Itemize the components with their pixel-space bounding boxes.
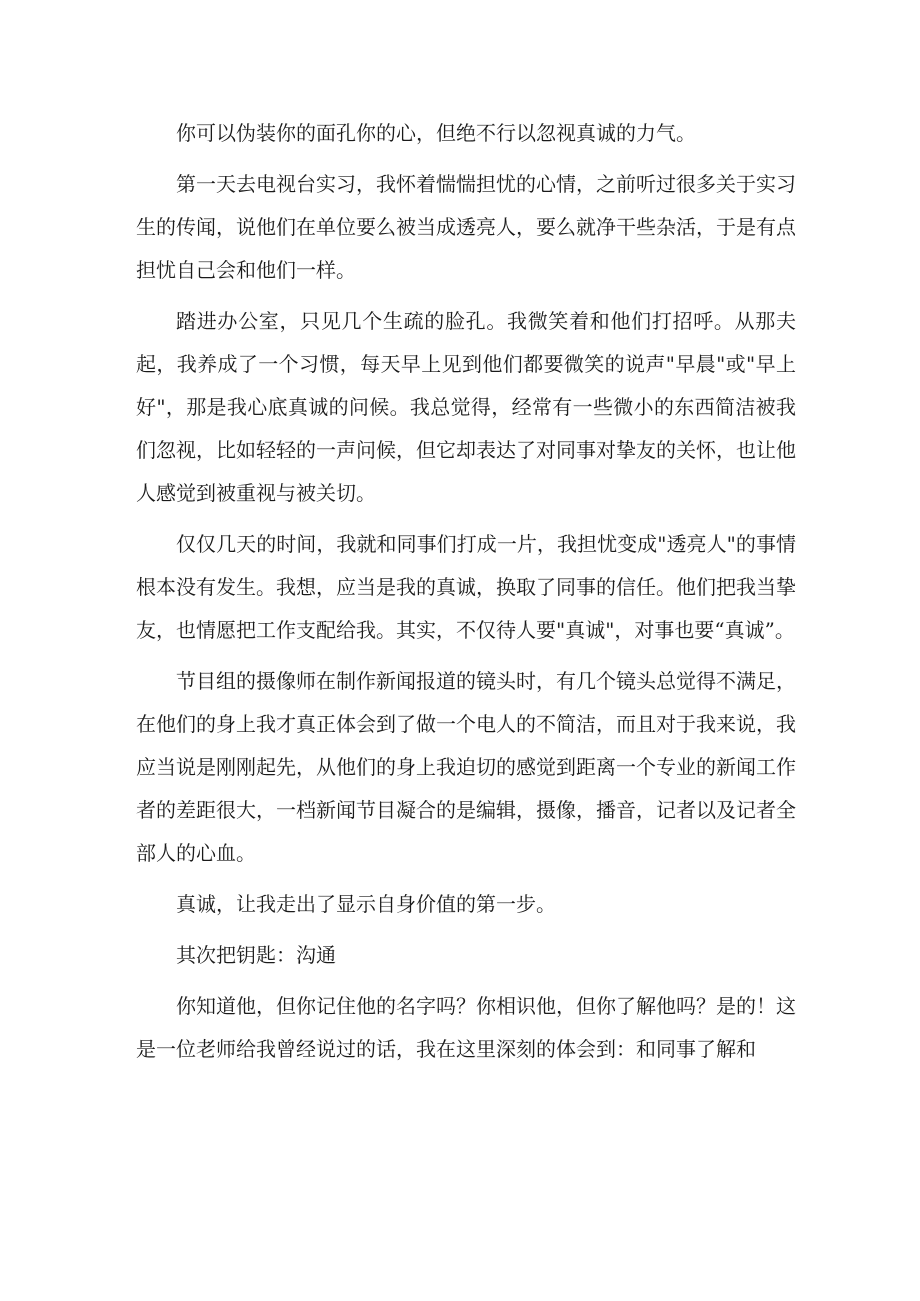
paragraph-4: 仅仅几天的时间，我就和同事们打成一片，我担忧变成"透亮人"的事情根本没有发生。我想，应当是我的真诚，换取了同事的信任。他们把我当挚友，也情愿把工作支配给我。其实，不仅待人要"真诚"，对事也要“真诚”。 <box>136 532 796 642</box>
paragraph-6: 真诚，让我走出了显示自身价值的第一步。 <box>176 892 556 916</box>
paragraph-7: 其次把钥匙：沟通 <box>176 943 336 967</box>
paragraph-2: 第一天去电视台实习，我怀着惴惴担忧的心情，之前听过很多关于实习生的传闻，说他们在单位要么被当成透亮人，要么就净干些杂活，于是有点担忧自己会和他们一样。 <box>136 172 796 282</box>
paragraph-8: 你知道他，但你记住他的名字吗？你相识他，但你了解他吗？是的！这是一位老师给我曾经说过的话，我在这里深刻的体会到：和同事了解和 <box>136 994 796 1061</box>
document-body <box>136 112 796 1079</box>
paragraph-5: 节目组的摄像师在制作新闻报道的镜头时，有几个镜头总觉得不满足，在他们的身上我才真正体会到了做一个电人的不简洁，而且对于我来说，我应当说是刚刚起先，从他们的身上我迫切的感觉到距离一个专业的新闻工作者的差距很大，一档新闻节目凝合的是编辑，摄像，播音，记者以及记者全部人的心血。 <box>136 669 796 865</box>
paragraph-3: 踏进办公室，只见几个生疏的脸孔。我微笑着和他们打招呼。从那夫起，我养成了一个习惯，每天早上见到他们都要微笑的说声"早晨"或"早上好"，那是我心底真诚的问候。我总觉得，经常有一些微小的东西简洁被我们忽视，比如轻轻的一声问候，但它却表达了对同事对挚友的关怀，也让他人感觉到被重视与被关切。 <box>136 309 796 505</box>
paragraph-1: 你可以伪装你的面孔你的心，但绝不行以忽视真诚的力气。 <box>176 121 696 145</box>
